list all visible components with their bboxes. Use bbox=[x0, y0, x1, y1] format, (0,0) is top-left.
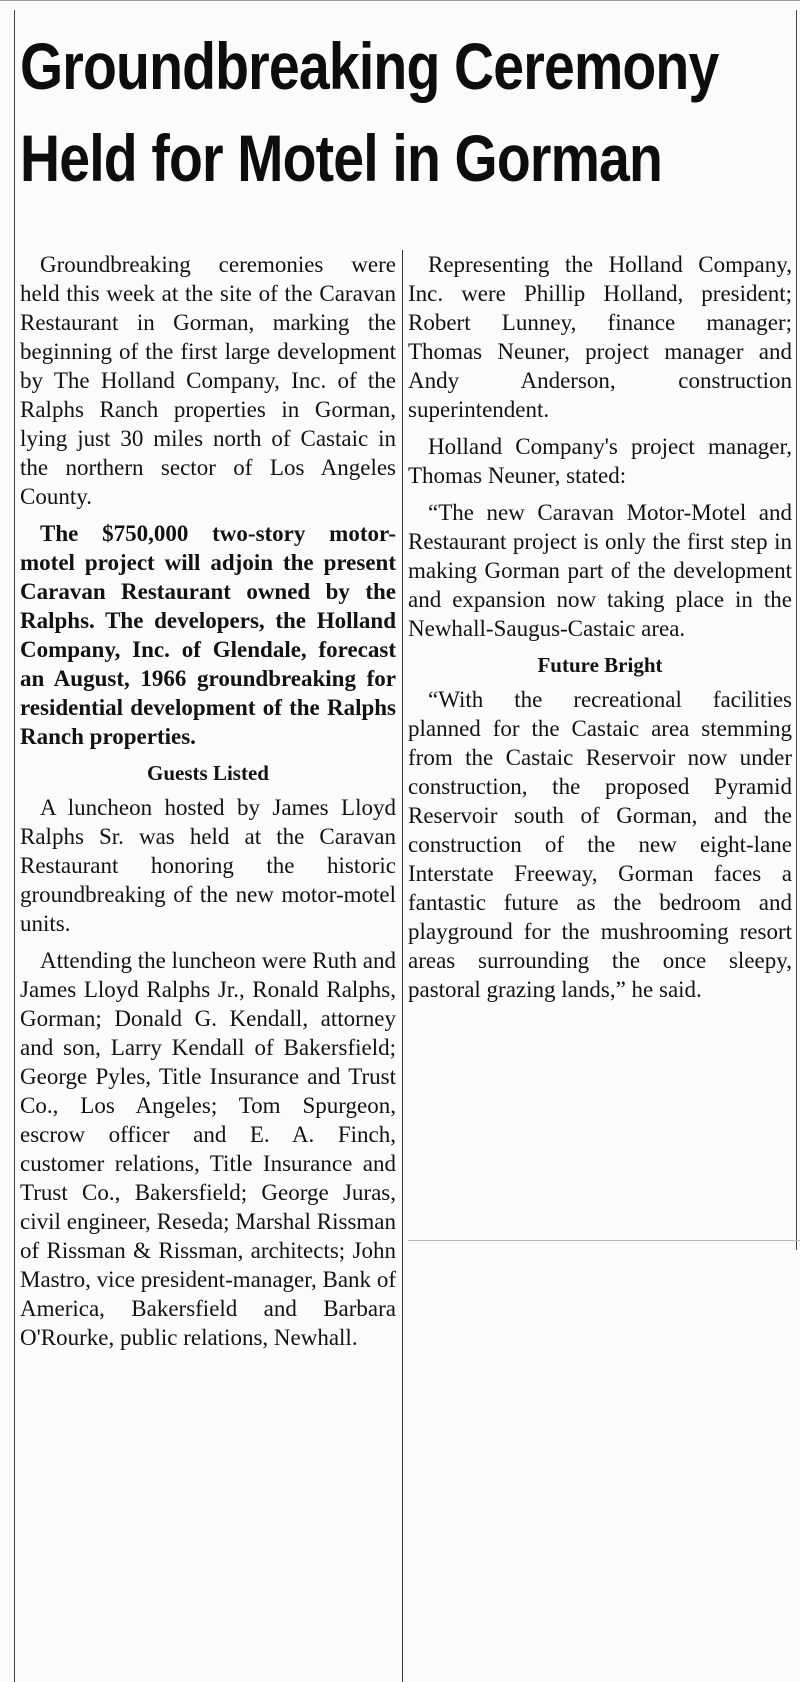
paragraph-quote-future: “With the recreational facilities planned for the Castaic area stemming from the Castaic Reservoir now under construction, the proposed Pyramid Reservoir south of Gorman, and the construction of the new eight-lane Interstate Freeway, Gorman faces a fantastic future as the bedroom and playground for the mushrooming resort areas surrounding the once sleepy, pastoral grazing lands,” he said. bbox=[408, 687, 792, 1002]
paragraph-intro: Groundbreaking ceremonies were held this week at the site of the Caravan Restaurant in Gorman, marking the beginning of the first large development by The Holland Company, Inc. of the Ralphs Ranch properties in Gorman, lying just 30 miles north of Castaic in the northern sector of Los Angeles County. bbox=[20, 252, 396, 509]
left-border-rule bbox=[14, 10, 15, 1682]
paragraph-quote-first-step: “The new Caravan Motor-Motel and Restaurant project is only the first step in making Gorman part of the development and expansion now taking place in the Newhall-Saugus-Castaic area. bbox=[408, 500, 792, 641]
subhead-guests-listed: Guests Listed bbox=[147, 761, 269, 785]
headline-line-1: Groundbreaking Ceremony bbox=[20, 29, 719, 103]
headline-line-2: Held for Motel in Gorman bbox=[20, 121, 663, 195]
headline bbox=[20, 20, 719, 204]
paragraph-attendees: Attending the luncheon were Ruth and James Lloyd Ralphs Jr., Ronald Ralphs, Gorman; Donald G. Kendall, attorney and son, Larry Kendall of Bakersfield; George Pyles, Title Insurance and Trust Co., Los Angeles; Tom Spurgeon, escrow officer and E. A. Finch, customer relations, Title Insurance and Trust Co., Bakersfield; George Juras, civil engineer, Reseda; Marshal Rissman of Rissman & Rissman, architects; John Mastro, vice president-manager, Bank of America, Bakersfield and Barbara O'Rourke, public relations, Newhall. bbox=[20, 948, 396, 1350]
subhead-future-bright: Future Bright bbox=[537, 653, 663, 677]
right-column bbox=[408, 250, 792, 1012]
paragraph-project: The $750,000 two-story motor-motel project will adjoin the present Caravan Restaurant owned by the Ralphs. The developers, the Holland Company, Inc. of Glendale, forecast an August, 1966 groundbreaking for residential development of the Ralphs Ranch properties. bbox=[20, 521, 396, 749]
right-column-end-rule bbox=[408, 1240, 800, 1241]
column-divider bbox=[402, 250, 403, 1682]
right-border-rule bbox=[796, 10, 797, 1250]
top-rule bbox=[0, 0, 800, 15]
left-column bbox=[20, 250, 396, 1360]
paragraph-luncheon: A luncheon hosted by James Lloyd Ralphs Sr. was held at the Caravan Restaurant honoring the historic groundbreaking of the new motor-motel units. bbox=[20, 795, 396, 936]
paragraph-representatives: Representing the Holland Company, Inc. were Phillip Holland, president; Robert Lunney, finance manager; Thomas Neuner, project manager and Andy Anderson, construction superintendent. bbox=[408, 252, 792, 422]
paragraph-neuner-stated: Holland Company's project manager, Thomas Neuner, stated: bbox=[408, 434, 792, 488]
